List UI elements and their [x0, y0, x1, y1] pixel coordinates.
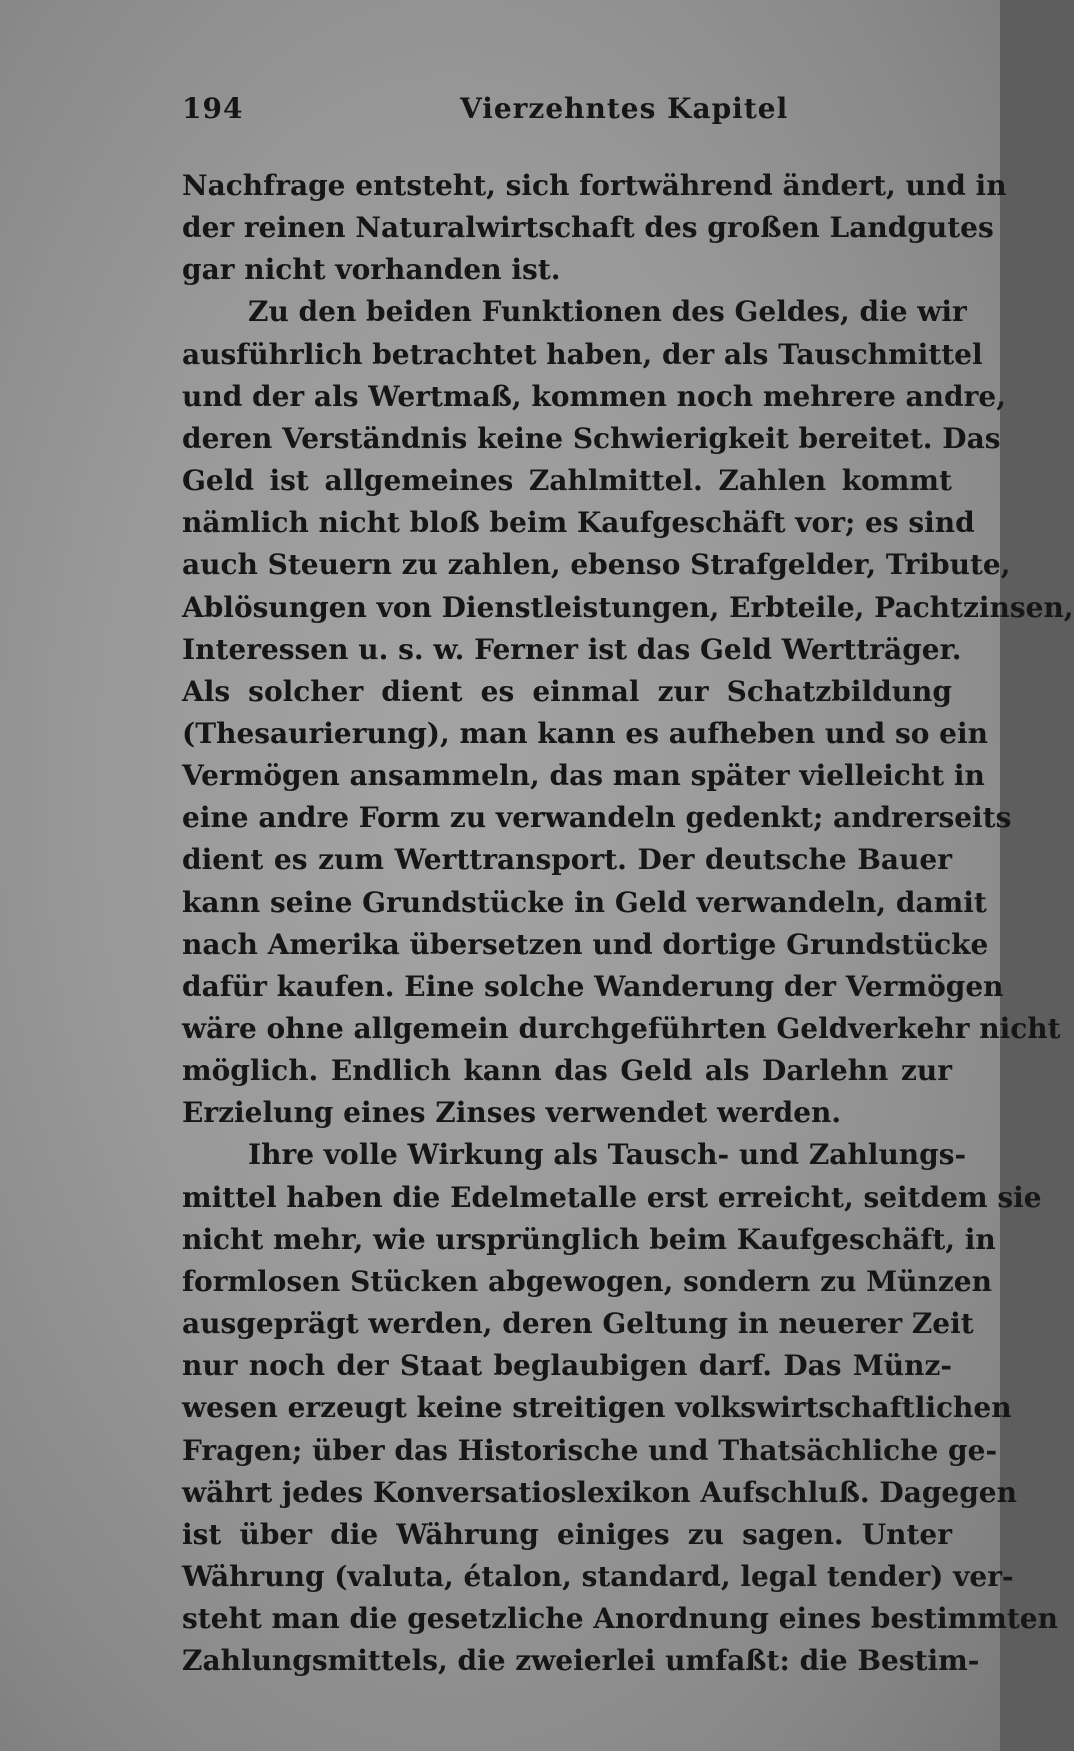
text-line: dient es zum Werttransport. Der deutsche Bauer — [182, 843, 952, 877]
text-line: nur noch der Staat beglaubigen darf. Das Münz- — [182, 1349, 952, 1383]
text-line: wesen erzeugt keine streitigen volkswirtschaftlichen — [182, 1391, 1012, 1425]
text-line: Interessen u. s. w. Ferner ist das Geld Wertträger. — [182, 632, 962, 666]
text-line: nach Amerika übersetzen und dortige Grundstücke — [182, 927, 989, 961]
text-line: Ihre volle Wirkung als Tausch- und Zahlungs- — [248, 1138, 967, 1172]
page-number: 194 — [182, 92, 244, 125]
text-line: eine andre Form zu verwandeln gedenkt; andrerseits — [182, 801, 1012, 835]
body-text — [182, 165, 1074, 1745]
text-line: Erzielung eines Zinses verwendet werden. — [182, 1096, 842, 1130]
text-line: nämlich nicht bloß beim Kaufgeschäft vor; es sind — [182, 506, 975, 540]
text-line: deren Verständnis keine Schwierigkeit bereitet. Das — [182, 421, 1001, 455]
text-line: und der als Wertmaß, kommen noch mehrere andre, — [182, 379, 1006, 413]
text-line: dafür kaufen. Eine solche Wanderung der Vermögen — [182, 969, 1004, 1003]
page-header — [182, 92, 942, 136]
text-line: gar nicht vorhanden ist. — [182, 253, 561, 287]
text-line: kann seine Grundstücke in Geld verwandeln, damit — [182, 885, 987, 919]
text-line: ist über die Währung einiges zu sagen. Unter — [182, 1517, 952, 1551]
text-line: Zahlungsmittels, die zweierlei umfaßt: die Bestim- — [182, 1644, 980, 1678]
text-line: Währung (valuta, étalon, standard, legal tender) ver- — [182, 1559, 1014, 1593]
text-line: Als solcher dient es einmal zur Schatzbildung — [182, 674, 952, 708]
text-line: (Thesaurierung), man kann es aufheben und so ein — [182, 716, 988, 750]
text-line: nicht mehr, wie ursprünglich beim Kaufgeschäft, in — [182, 1222, 996, 1256]
text-line: Vermögen ansammeln, das man später vielleicht in — [182, 759, 985, 793]
text-line: steht man die gesetzliche Anordnung eines bestimmten — [182, 1602, 1058, 1636]
text-line: Nachfrage entsteht, sich fortwährend ändert, und in — [182, 169, 1007, 202]
text-line: ausführlich betrachtet haben, der als Tauschmittel — [182, 337, 983, 371]
text-line: ausgeprägt werden, deren Geltung in neuerer Zeit — [182, 1307, 974, 1341]
text-line: mittel haben die Edelmetalle erst erreicht, seitdem sie — [182, 1180, 1042, 1214]
text-line: Fragen; über das Historische und Thatsächliche ge- — [182, 1433, 998, 1467]
text-line: auch Steuern zu zahlen, ebenso Strafgelder, Tribute, — [182, 548, 1011, 582]
text-line: währt jedes Konversatioslexikon Aufschluß. Dagegen — [182, 1475, 1017, 1509]
text-line: Geld ist allgemeines Zahlmittel. Zahlen kommt — [182, 464, 952, 498]
text-line: der reinen Naturalwirtschaft des großen Landgutes — [182, 211, 994, 245]
text-line: Zu den beiden Funktionen des Geldes, die wir — [248, 295, 967, 329]
text-line: Ablösungen von Dienstleistungen, Erbteile, Pachtzinsen, — [182, 590, 1074, 624]
running-head: Vierzehntes Kapitel — [460, 92, 789, 125]
text-line: formlosen Stücken abgewogen, sondern zu Münzen — [182, 1264, 992, 1298]
text-line: wäre ohne allgemein durchgeführten Geldverkehr nicht — [182, 1012, 1061, 1045]
text-line: möglich. Endlich kann das Geld als Darlehn zur — [182, 1054, 952, 1088]
